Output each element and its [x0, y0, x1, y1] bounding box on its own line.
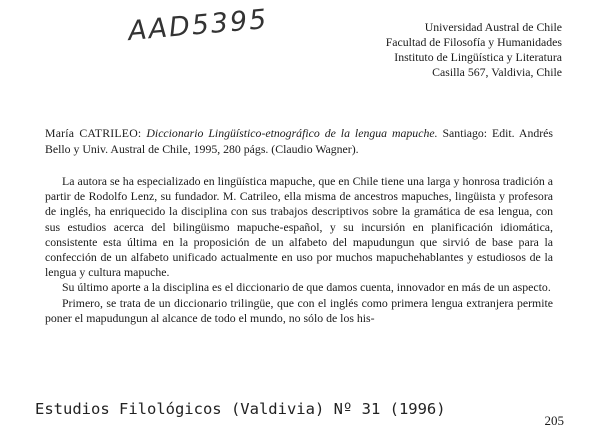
journal-footer: Estudios Filológicos (Valdivia) Nº 31 (1996) [35, 400, 446, 418]
reference-author: María CATRILEO: [45, 126, 142, 140]
reference-details: Santiago: Edit. Andrés Bello y Univ. Austral de Chile, 1995, 280 págs. (Claudio Wagner). [45, 126, 553, 156]
affiliation-institute: Instituto de Lingüística y Literatura [394, 50, 562, 64]
reference-title: Diccionario Lingüístico-etnográfico de la lengua mapuche. [146, 126, 438, 140]
paragraph: Primero, se trata de un diccionario trilingüe, que con el inglés como primera lengua extranjera permite poner el mapudungun al alcance de todo el mundo, no sólo de los his- [45, 295, 553, 325]
paragraph: La autora se ha especializado en lingüística mapuche, que en Chile tiene una larga y honrosa tradición a partir de Rodolfo Lenz, su fundador. M. Catrileo, ella misma de ancestros mapuches, lingüista y profesora de inglés, ha enriquecido la disciplina con sus trabajos descriptivos sobre la gramática de esa lengua, con sus estudios acerca del bilingüismo mapuche-español, y su incursión en planificación idiomática, consistente esta última en la proposición de un alfabeto del mapudungun que sirvió de base para la confección de un alfabeto unificado actualmente en uso por muchos mapuchehablantes y estudiosos de la lengua y cultura mapuche. [45, 174, 553, 280]
review-body [45, 174, 553, 326]
affiliation-university: Universidad Austral de Chile [424, 20, 562, 34]
affiliation-address: Casilla 567, Valdivia, Chile [432, 65, 562, 79]
paragraph: Su último aporte a la disciplina es el diccionario de que damos cuenta, innovador en más de un aspecto. [62, 280, 551, 295]
handwritten-catalog-note: AAD5395 [126, 3, 270, 48]
page-number: 205 [544, 413, 564, 428]
affiliation-faculty: Facultad de Filosofía y Humanidades [385, 35, 562, 49]
author-affiliation [386, 20, 562, 80]
book-reference [45, 126, 553, 157]
